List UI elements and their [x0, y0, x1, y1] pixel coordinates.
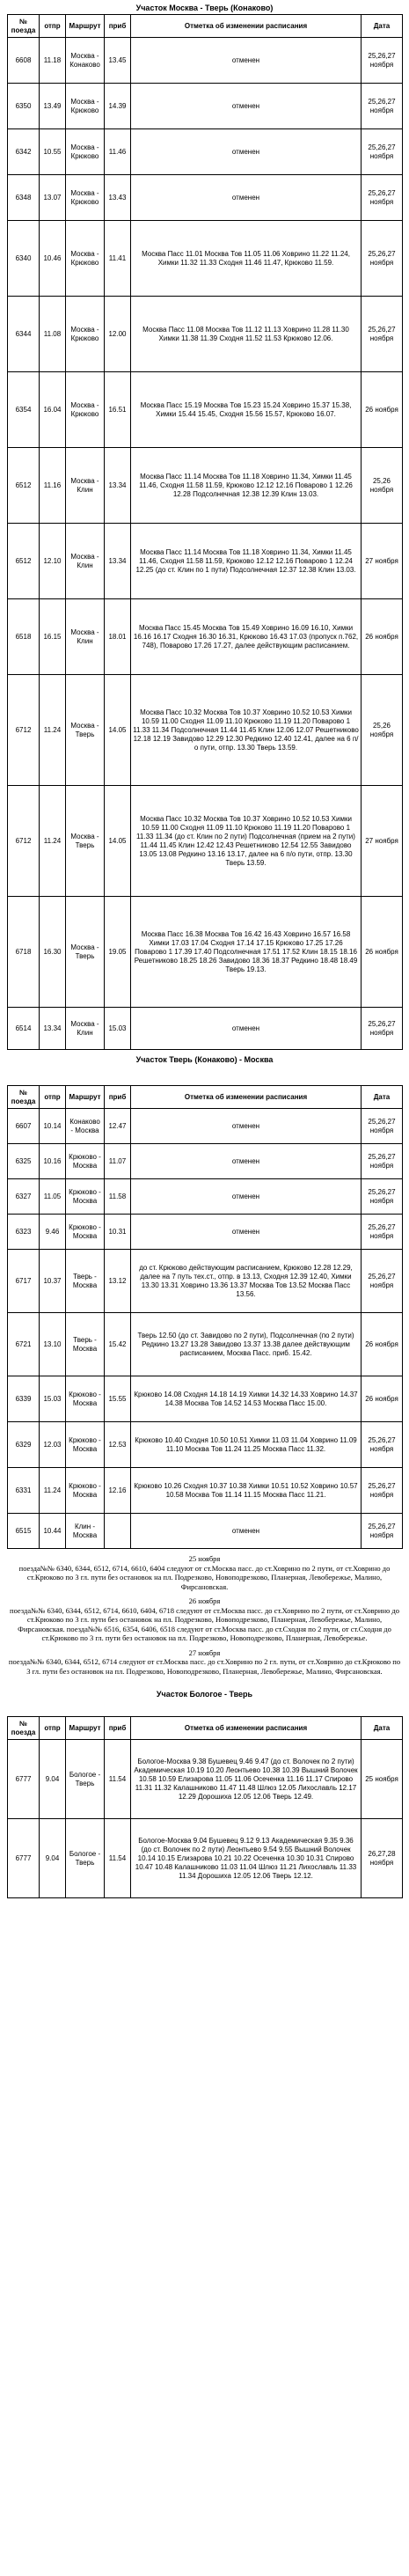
date-cell: 25,26,27 ноября: [362, 1422, 403, 1468]
arrival-cell: 12.00: [105, 297, 131, 372]
train-number-cell: 6325: [8, 1144, 40, 1179]
table-row: [8, 1109, 403, 1144]
route-cell: Москва - Тверь: [66, 897, 105, 1008]
table-header-row: [8, 1086, 403, 1109]
change-note-cell: Бологое-Москва 9.38 Бушевец 9.46 9.47 (до ст. Волочек по 2 пути) Академическая 10.19 10.20 Леонтьево 10.38 10.39 Вышний Волочек 10.58 10.59 Елизарова 11.05 11.06 Осеченка 11.16 11.17 Спирово 11.31 11.32 Калашниково 11.47 11.48 Шлюз 12.05 Лихославль 12.17 12.29 Дорошиха 12.05 12.06 Тверь 12.49.: [131, 1740, 362, 1819]
arrival-cell: 11.07: [105, 1144, 131, 1179]
route-cell: Тверь - Москва: [66, 1250, 105, 1313]
train-number-cell: 6721: [8, 1313, 40, 1376]
col-route: Маршрут: [66, 1086, 105, 1109]
train-number-cell: 6329: [8, 1422, 40, 1468]
arrival-cell: [105, 1514, 131, 1549]
change-note-cell: отменен: [131, 1109, 362, 1144]
col-departure: отпр: [40, 1717, 66, 1740]
table-row: [8, 1514, 403, 1549]
arrival-cell: 13.45: [105, 38, 131, 84]
table-row: [8, 297, 403, 372]
date-cell: 25,26,27 ноября: [362, 129, 403, 175]
col-departure: отпр: [40, 15, 66, 38]
date-cell: 25,26,27 ноября: [362, 221, 403, 297]
train-number-cell: 6712: [8, 675, 40, 786]
departure-cell: 11.08: [40, 297, 66, 372]
change-note-cell: отменен: [131, 84, 362, 129]
date-cell: 25,26,27 ноября: [362, 1179, 403, 1215]
table-row: [8, 129, 403, 175]
date-cell: 27 ноября: [362, 524, 403, 599]
train-number-cell: 6344: [8, 297, 40, 372]
change-note-cell: Москва Пасс 11.01 Москва Тов 11.05 11.06 Ховрино 11.22 11.24, Химки 11.32 11.33 Сходня 11.46 11.47, Крюково 11.59.: [131, 221, 362, 297]
train-number-cell: 6339: [8, 1376, 40, 1422]
train-number-cell: 6607: [8, 1109, 40, 1144]
col-date: Дата: [362, 1717, 403, 1740]
change-note-cell: отменен: [131, 1514, 362, 1549]
date-cell: 26 ноября: [362, 1313, 403, 1376]
route-cell: Москва - Клин: [66, 599, 105, 675]
col-date: Дата: [362, 1086, 403, 1109]
departure-cell: 10.55: [40, 129, 66, 175]
route-cell: Крюково - Москва: [66, 1144, 105, 1179]
departure-cell: 13.49: [40, 84, 66, 129]
notes-block: [7, 1554, 402, 1676]
arrival-cell: 14.05: [105, 675, 131, 786]
table-row: [8, 1819, 403, 1898]
departure-cell: 11.24: [40, 1468, 66, 1514]
change-note-cell: отменен: [131, 175, 362, 221]
arrival-cell: 11.54: [105, 1740, 131, 1819]
col-arrival: приб: [105, 1086, 131, 1109]
arrival-cell: 13.12: [105, 1250, 131, 1313]
route-cell: Крюково - Москва: [66, 1179, 105, 1215]
table-row: [8, 448, 403, 524]
route-cell: Конаково - Москва: [66, 1109, 105, 1144]
table-body: [8, 1740, 403, 1898]
route-cell: Крюково - Москва: [66, 1215, 105, 1250]
departure-cell: 12.03: [40, 1422, 66, 1468]
departure-cell: 13.07: [40, 175, 66, 221]
departure-cell: 16.30: [40, 897, 66, 1008]
departure-cell: 16.15: [40, 599, 66, 675]
arrival-cell: 14.05: [105, 786, 131, 897]
table-row: [8, 1008, 403, 1050]
change-note-cell: отменен: [131, 1179, 362, 1215]
change-note-cell: отменен: [131, 1144, 362, 1179]
arrival-cell: 16.51: [105, 372, 131, 448]
table-row: [8, 1740, 403, 1819]
table-row: [8, 897, 403, 1008]
change-note-cell: отменен: [131, 129, 362, 175]
route-cell: Бологое - Тверь: [66, 1819, 105, 1898]
note-heading: 27 ноября: [188, 1648, 221, 1657]
route-cell: Москва - Клин: [66, 448, 105, 524]
table-row: [8, 221, 403, 297]
train-number-cell: 6354: [8, 372, 40, 448]
col-departure: отпр: [40, 1086, 66, 1109]
arrival-cell: 19.05: [105, 897, 131, 1008]
train-number-cell: 6350: [8, 84, 40, 129]
col-arrival: приб: [105, 1717, 131, 1740]
train-number-cell: 6340: [8, 221, 40, 297]
table-row: [8, 175, 403, 221]
route-cell: Москва - Конаково: [66, 38, 105, 84]
col-train-number: № поезда: [8, 1717, 40, 1740]
col-route: Маршрут: [66, 1717, 105, 1740]
change-note-cell: Бологое-Москва 9.04 Бушевец 9.12 9.13 Академическая 9.35 9.36 (до ст. Волочек по 2 пути) Леонтьево 9.54 9.55 Вышний Волочек 10.14 10.15 Елизарова 10.21 10.22 Осеченка 10.30 10.31 Спирово 10.47 10.48 Калашниково 11.03 11.04 Шлюз 11.21 Лихославль 11.33 11.34 Дорошиха 12.05 12.06 Тверь 12.12.: [131, 1819, 362, 1898]
col-route: Маршрут: [66, 15, 105, 38]
change-note-cell: отменен: [131, 1008, 362, 1050]
table-row: [8, 1215, 403, 1250]
departure-cell: 12.10: [40, 524, 66, 599]
departure-cell: 10.37: [40, 1250, 66, 1313]
date-cell: 25,26,27 ноября: [362, 1514, 403, 1549]
train-number-cell: 6777: [8, 1819, 40, 1898]
table-row: [8, 599, 403, 675]
table-row: [8, 524, 403, 599]
change-note-cell: Крюково 14.08 Сходня 14.18 14.19 Химки 14.32 14.33 Ховрино 14.37 14.38 Москва Тов 14.52 14.53 Москва Пасс 15.00.: [131, 1376, 362, 1422]
date-cell: 26 ноября: [362, 1376, 403, 1422]
date-cell: 25,26,27 ноября: [362, 1250, 403, 1313]
arrival-cell: 13.43: [105, 175, 131, 221]
date-cell: 25,26,27 ноября: [362, 1109, 403, 1144]
train-number-cell: 6608: [8, 38, 40, 84]
route-cell: Крюково - Москва: [66, 1376, 105, 1422]
arrival-cell: 11.46: [105, 129, 131, 175]
table-row: [8, 1422, 403, 1468]
date-cell: 25,26,27 ноября: [362, 38, 403, 84]
change-note-cell: Москва Пасс 11.14 Москва Тов 11.18 Ховрино 11.34, Химки 11.45 11.46, Сходня 11.58 11.59, Крюково 12.12 12.16 Поварово 1 12.26 12.28 Подсолнечная 12.38 12.39 Клин 13.03.: [131, 448, 362, 524]
col-change-note: Отметка об изменении расписания: [131, 1717, 362, 1740]
table-row: [8, 1179, 403, 1215]
col-arrival: приб: [105, 15, 131, 38]
table-body: [8, 38, 403, 1050]
route-cell: Москва - Клин: [66, 1008, 105, 1050]
schedule-table: [7, 1716, 403, 1898]
table-row: [8, 1376, 403, 1422]
arrival-cell: 11.41: [105, 221, 131, 297]
table-row: [8, 372, 403, 448]
date-cell: 25 ноября: [362, 1740, 403, 1819]
change-note-cell: Москва Пасс 16.38 Москва Тов 16.42 16.43 Ховрино 16.57 16.58 Химки 17.03 17.04 Сходня 17.14 17.15 Крюково 17.25 17.26 Поварово 1 17.39 17.40 Подсолнечная 17.51 17.52 Клин 18.15 18.16 Решетниково 18.25 18.26 Завидово 18.36 18.37 Редкино 18.48 18.49 Тверь 19.13.: [131, 897, 362, 1008]
departure-cell: 9.04: [40, 1819, 66, 1898]
date-cell: 26,27,28 ноября: [362, 1819, 403, 1898]
schedule-table: [7, 14, 403, 1050]
table-header-row: [8, 15, 403, 38]
train-number-cell: 6327: [8, 1179, 40, 1215]
departure-cell: 11.05: [40, 1179, 66, 1215]
note-heading: 26 ноября: [188, 1596, 221, 1605]
date-cell: 25,26,27 ноября: [362, 1215, 403, 1250]
date-cell: 25,26,27 ноября: [362, 1468, 403, 1514]
table-row: [8, 1313, 403, 1376]
train-number-cell: 6777: [8, 1740, 40, 1819]
arrival-cell: 10.31: [105, 1215, 131, 1250]
route-cell: Бологое - Тверь: [66, 1740, 105, 1819]
route-cell: Крюково - Москва: [66, 1468, 105, 1514]
route-cell: Москва - Крюково: [66, 129, 105, 175]
departure-cell: 13.34: [40, 1008, 66, 1050]
departure-cell: 9.04: [40, 1740, 66, 1819]
change-note-cell: Москва Пасс 15.19 Москва Тов 15.23 15.24 Ховрино 15.37 15.38, Химки 15.44 15.45, Сходня 15.56 15.57, Крюково 16.07.: [131, 372, 362, 448]
arrival-cell: 13.34: [105, 524, 131, 599]
table-body: [8, 1109, 403, 1549]
col-train-number: № поезда: [8, 1086, 40, 1109]
route-cell: Москва - Крюково: [66, 372, 105, 448]
date-cell: 25,26,27 ноября: [362, 1144, 403, 1179]
departure-cell: 11.18: [40, 38, 66, 84]
arrival-cell: 12.16: [105, 1468, 131, 1514]
table-row: [8, 38, 403, 84]
change-note-cell: отменен: [131, 38, 362, 84]
departure-cell: 16.04: [40, 372, 66, 448]
route-cell: Москва - Тверь: [66, 675, 105, 786]
table-header-row: [8, 1717, 403, 1740]
change-note-cell: отменен: [131, 1215, 362, 1250]
col-train-number: № поезда: [8, 15, 40, 38]
arrival-cell: 13.34: [105, 448, 131, 524]
departure-cell: 11.16: [40, 448, 66, 524]
arrival-cell: 14.39: [105, 84, 131, 129]
train-number-cell: 6342: [8, 129, 40, 175]
col-change-note: Отметка об изменении расписания: [131, 15, 362, 38]
route-cell: Клин - Москва: [66, 1514, 105, 1549]
change-note-cell: Москва Пасс 10.32 Москва Тов 10.37 Ховрино 10.52 10.53 Химки 10.59 11.00 Сходня 11.09 11.10 Крюково 11.19 11.20 Поварово 1 11.33 11.34 Подсолнечная 11.44 11.45 Клин 12.06 12.07 Решетниково 12.18 12.19 Завидово 12.29 12.30 Редкино 12.40 12.41, далее на 6 п/о пути, отпр. 13.30 Тверь 13.59.: [131, 675, 362, 786]
departure-cell: 10.46: [40, 221, 66, 297]
date-cell: 25,26,27 ноября: [362, 175, 403, 221]
note-heading: 25 ноября: [188, 1554, 221, 1563]
section-title: Участок Москва - Тверь (Конаково): [135, 4, 274, 12]
train-number-cell: 6515: [8, 1514, 40, 1549]
route-cell: Москва - Крюково: [66, 221, 105, 297]
note-text: поезда№№ 6340, 6344, 6512, 6714 следуют от ст.Москва пасс. до ст.Ховрино по 2 гл. пути, от ст.Ховрино до ст.Крюково по 3 гл. пути без остановок на пл. Подрезково, Новоподрезково, Планерная, Левобережье, Малино, Фирсановская.: [8, 1657, 401, 1676]
train-number-cell: 6323: [8, 1215, 40, 1250]
date-cell: 27 ноября: [362, 786, 403, 897]
change-note-cell: Крюково 10.26 Сходня 10.37 10.38 Химки 10.51 10.52 Ховрино 10.57 10.58 Москва Тов 11.14 11.15 Москва Пасс 11.21.: [131, 1468, 362, 1514]
arrival-cell: 15.55: [105, 1376, 131, 1422]
table-row: [8, 1250, 403, 1313]
table-row: [8, 786, 403, 897]
arrival-cell: 11.54: [105, 1819, 131, 1898]
change-note-cell: Москва Пасс 15.45 Москва Тов 15.49 Ховрино 16.09 16.10, Химки 16.16 16.17 Сходня 16.30 16.31, Крюково 16.43 17.03 (пропуск п.762, 748), Поварово 17.26 17.27, далее действующим расписанием.: [131, 599, 362, 675]
departure-cell: 13.10: [40, 1313, 66, 1376]
train-number-cell: 6331: [8, 1468, 40, 1514]
change-note-cell: Крюково 10.40 Сходня 10.50 10.51 Химки 11.03 11.04 Ховрино 11.09 11.10 Москва Тов 11.24 11.25 Москва Пасс 11.32.: [131, 1422, 362, 1468]
table-row: [8, 675, 403, 786]
date-cell: 25,26,27 ноября: [362, 1008, 403, 1050]
date-cell: 25,26 ноября: [362, 675, 403, 786]
arrival-cell: 12.53: [105, 1422, 131, 1468]
note-text: поезда№№ 6340, 6344, 6512, 6714, 6610, 6404 следуют от ст.Москва пасс. до ст.Ховрино по 2 пути, от ст.Ховрино до ст.Крюково по 3 гл. пути без остановок на пл. Подрезково, Новоподрезково, Планерная, Левобережье, Малино, Фирсановская.: [18, 1563, 391, 1591]
table-row: [8, 84, 403, 129]
schedule-table: [7, 1085, 403, 1549]
section-title: Участок Тверь (Конаково) - Москва: [135, 1055, 274, 1064]
change-note-cell: Москва Пасс 10.32 Москва Тов 10.37 Ховрино 10.52 10.53 Химки 10.59 11.00 Сходня 11.09 11.10 Крюково 11.19 11.20 Поварово 1 11.33 11.34 (до ст. Клин по 2 пути) Подсолнечная (прием на 2 пути) 11.44 11.45 Клин 12.42 12.43 Решетниково 12.54 12.55 Завидово 13.05 13.08 Редкино 13.16 13.17, далее на 6 п/о пути, отпр. 13.30 Тверь 13.59.: [131, 786, 362, 897]
col-date: Дата: [362, 15, 403, 38]
date-cell: 25,26,27 ноября: [362, 84, 403, 129]
date-cell: 26 ноября: [362, 372, 403, 448]
change-note-cell: Тверь 12.50 (до ст. Завидово по 2 пути), Подсолнечная (по 2 пути) Редкино 13.27 13.28 Завидово 13.37 13.38 далее действующим расписанием, Москва Пасс. приб. 15.42.: [131, 1313, 362, 1376]
departure-cell: 9.46: [40, 1215, 66, 1250]
train-number-cell: 6348: [8, 175, 40, 221]
route-cell: Москва - Крюково: [66, 297, 105, 372]
date-cell: 25,26 ноября: [362, 448, 403, 524]
date-cell: 26 ноября: [362, 897, 403, 1008]
date-cell: 26 ноября: [362, 599, 403, 675]
section-title: Участок Бологое - Тверь: [156, 1690, 253, 1699]
arrival-cell: 11.58: [105, 1179, 131, 1215]
change-note-cell: Москва Пасс 11.08 Москва Тов 11.12 11.13 Ховрино 11.28 11.30 Химки 11.38 11.39 Сходня 11.52 11.53 Крюково 12.06.: [131, 297, 362, 372]
route-cell: Москва - Клин: [66, 524, 105, 599]
train-number-cell: 6512: [8, 524, 40, 599]
route-cell: Москва - Крюково: [66, 175, 105, 221]
route-cell: Москва - Крюково: [66, 84, 105, 129]
departure-cell: 15.03: [40, 1376, 66, 1422]
route-cell: Крюково - Москва: [66, 1422, 105, 1468]
train-number-cell: 6718: [8, 897, 40, 1008]
arrival-cell: 18.01: [105, 599, 131, 675]
arrival-cell: 12.47: [105, 1109, 131, 1144]
train-number-cell: 6712: [8, 786, 40, 897]
train-number-cell: 6514: [8, 1008, 40, 1050]
col-change-note: Отметка об изменении расписания: [131, 1086, 362, 1109]
train-number-cell: 6512: [8, 448, 40, 524]
arrival-cell: 15.42: [105, 1313, 131, 1376]
change-note-cell: Москва Пасс 11.14 Москва Тов 11.18 Ховрино 11.34, Химки 11.45 11.46, Сходня 11.58 11.59, Крюково 12.12 12.16 Поварово 1 12.24 12.25 (до ст. Клин по 1 пути) Подсолнечная 12.37 12.38 Клин 13.03.: [131, 524, 362, 599]
route-cell: Москва - Тверь: [66, 786, 105, 897]
departure-cell: 11.24: [40, 786, 66, 897]
table-row: [8, 1144, 403, 1179]
departure-cell: 10.44: [40, 1514, 66, 1549]
departure-cell: 11.24: [40, 675, 66, 786]
route-cell: Тверь - Москва: [66, 1313, 105, 1376]
arrival-cell: 15.03: [105, 1008, 131, 1050]
departure-cell: 10.14: [40, 1109, 66, 1144]
train-number-cell: 6717: [8, 1250, 40, 1313]
train-number-cell: 6518: [8, 599, 40, 675]
change-note-cell: до ст. Крюково действующим расписанием, Крюково 12.28 12.29, далее на 7 путь тех.ст., отпр. в 13.13, Сходня 12.39 12.40, Химки 13.30 13.31 Ховрино 13.36 13.37 Москва Тов 13.52 Москва Пасс 13.56.: [131, 1250, 362, 1313]
date-cell: 25,26,27 ноября: [362, 297, 403, 372]
departure-cell: 10.16: [40, 1144, 66, 1179]
table-row: [8, 1468, 403, 1514]
note-text: поезда№№ 6340, 6344, 6512, 6714, 6610, 6404, 6718 следуют от ст.Москва пасс. до ст.Ховрино по 2 пути, от ст.Ховрино до ст.Крюково по 3 гл. пути без остановок на пл. Подрезково, Новоподрезково, Планерная, Левобережье, Малино, Фирсановская. поезда№№ 6516, 6354, 6406, 6518 следуют от ст.Москва пасс. до ст.Сходня по 2 пути, от ст.Сходня до ст.Крюково по 3 гл. пути без остановок на пл. Подрезково, Новоподрезково, Планерная, Левобережье.: [10, 1605, 399, 1642]
